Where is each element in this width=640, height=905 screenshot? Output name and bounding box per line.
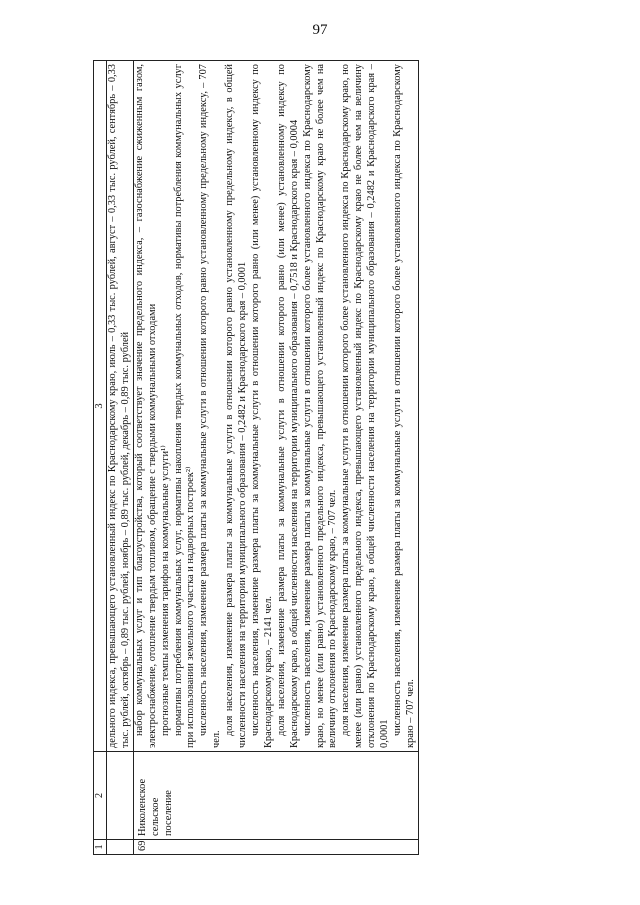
table-row-continuation	[107, 61, 134, 855]
paragraph: нормативы потребления коммунальных услуг, нормативы накопления твердых коммунальных отходов, нормативы потребления коммунальных услуг при использовании земельного участка и надворных построек²⁾	[172, 64, 197, 748]
header-col-2: 2	[94, 752, 107, 840]
header-col-1: 1	[94, 840, 107, 855]
indicators-cell	[133, 61, 418, 752]
settlement-name: Николенское сельское поселение	[133, 752, 418, 840]
page-number: 97	[312, 22, 328, 38]
continuation-text: дельного индекса, превышающего установленный индекс по Краснодарскому краю, июль – 0,33 тыс. рублей, август – 0,33 тыс. рублей, сентябрь – 0,33 тыс. рублей, октябрь – 0,89 тыс. рублей, ноябрь – 0,89 тыс. рублей, декабрь – 0,89 тыс. рублей	[107, 64, 131, 748]
row-number: 69	[133, 840, 418, 855]
paragraph: доля населения, изменение размера платы за коммунальные услуги в отношении которого более установленного индекса по Краснодарскому краю, но менее (или равно) установленного предельного индекса, превышающего установленный индекс по Краснодарскому краю не более чем на величину отклонения по Краснодарскому краю, в общей численности населения на территории муниципального образования – 0,2482 и Краснодарского края – 0,0001	[340, 64, 391, 748]
cell-empty	[107, 752, 134, 840]
cell-empty	[107, 840, 134, 855]
table-header-row	[94, 61, 107, 855]
paragraph: доля населения, изменение размера платы за коммунальные услуги в отношении которого равно установленному предельному индексу, в общей численности населения на территории муниципального образования – 0,2482 и Краснодарского края – 0,0001	[224, 64, 249, 748]
paragraph: набор коммунальных услуг и тип благоустройства, который соответствует значение предельного индекса, – газоснабжение сжиженным газом, электроснабжение, отопление твердым топливом, обращение с твердыми коммунальными отходами	[133, 64, 158, 748]
paragraph: численность населения, изменение размера платы за коммунальные услуги в отношении которого равно установленному предельному индексу, – 707 чел.	[198, 64, 223, 748]
paragraph: прогнозные темпы изменения тарифов на коммунальные услуги¹⁾	[159, 445, 171, 736]
indices-table	[93, 60, 419, 855]
paragraph: численность населения, изменение размера платы за коммунальные услуги в отношении которого более установленного индекса по Краснодарскому краю, но менее (или равно) установленного предельного индекса, превышающего установленный индекс по Краснодарскому краю не более чем на величину отклонения по Краснодарскому краю, – 707 чел.	[301, 64, 339, 748]
rotated-page-content	[93, 60, 543, 855]
header-col-3: 3	[94, 61, 107, 752]
paragraph: численность населения, изменение размера платы за коммунальные услуги в отношении которого равно (или менее) установленному индексу по Краснодарскому краю, – 2141 чел.	[249, 64, 274, 748]
table-row	[133, 61, 418, 855]
paragraph: доля населения, изменение размера платы за коммунальные услуги в отношении которого равно (или менее) установленному индексу по Краснодарскому краю, в общей численности населения на территории муниципального образования – 0,7518 и Краснодарского края – 0,0004	[275, 64, 300, 748]
continuation-text-cell	[107, 61, 134, 752]
paragraph: численность населения, изменение размера платы за коммунальные услуги в отношении которого более установленного индекса по Краснодарскому краю – 707 чел.	[391, 64, 416, 748]
